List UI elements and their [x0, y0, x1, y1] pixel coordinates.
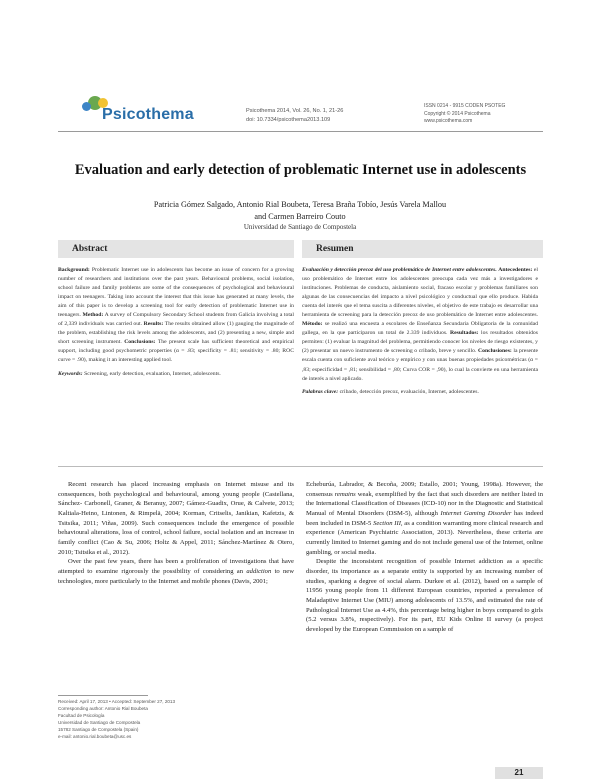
keywords-text: Screening, early detection, evaluation, Internet, adolescents. [84, 370, 221, 377]
footnote-rule [58, 695, 148, 696]
antecedentes-label: Antecedentes: [498, 267, 533, 273]
conclusions-label: Conclusions: [124, 339, 156, 346]
palabras-clave-text: cribado, detección precoz, evaluación, Internet, adolescentes. [339, 388, 479, 395]
body-left-column [58, 480, 294, 586]
address-line: 15782 Santiago de Compostela (Spain) [58, 727, 139, 733]
body-paragraph: Recent research has placed increasing emphasis on Internet misuse and its consequences, both psychological and behavioural, among young people (Castellana, Sánchez- Carbonell, Graner, & Beranuy, 2007; Gámez-Guadix, Orue, & Calvete, 2013; Kaltiala-Heino, Lintonen, & Rimpelä, 2004; Korman, Critselis, Janikian, Kafetzis, & Tsitsika, 2011; Viñas, 2009). Such consequences include the emergence of possible behavioural alterations, loss of control, school failure, social isolation and an increase in family conflict (Cao & Su, 2006; Holtz & Appel, 2011; Sánchez-Martínez & Otero, 2010; Tsitsika et al., 2012). [58, 481, 294, 556]
faculty-line: Facultad de Psicología [58, 713, 105, 719]
website-line: www.psicothema.com [424, 118, 473, 125]
results-label: Results: [143, 321, 164, 328]
metodo-text: se realizó una encuesta a escolares de Enseñanza Secundaria Obligatoria de la comunidad gallega, en la que participaron un total de 2.339 individuos. [302, 321, 539, 337]
authors-line-1: Patricia Gómez Salgado, Antonio Rial Boubeta, Teresa Braña Tobío, Jesús Varela Mallou [153, 200, 447, 209]
metodo-label: Método: [302, 321, 323, 328]
conclusions-text: The present scale has sufficient theoretical and empirical support, including good psychometric properties (α = .83; specificity = .81; sensitivity = .80; ROC curve = .90), making it an interesting applied tool. [58, 339, 295, 364]
received-line: Received: April 17, 2013 • Accepted: September 27, 2013 [58, 699, 176, 704]
resumen-body [302, 266, 538, 397]
email-line: e-mail: antonio.rial.boubeta@usc.es [58, 734, 132, 740]
journal-citation [246, 107, 343, 125]
journal-logo [58, 96, 208, 136]
doi-line: doi: 10.7334/psicothema2013.109 [246, 117, 331, 123]
body-paragraph: Over the past few years, there has been a proliferation of investigations that have attempted to examine rigorously the possibility of considering an addiction to new technologies, more particularly to the Internet and mobile phones (Davis, 2001; [58, 558, 294, 585]
authors-line-2: and Carmen Barreiro Couto [254, 212, 346, 221]
resumen-title: Evaluación y detección precoz del uso problemático de Internet entre adolescentes. [302, 267, 497, 273]
conclusiones-text: la presente escala cuenta con suficiente aval teórico y empírico y con unas buenas propiedades psicométricas (α = ,83; especificidad = ,81; sensibilidad = ,80; Curva COR = ,90), lo cual la convierte en una herramienta de interés a nivel aplicado. [302, 348, 539, 382]
author-list [130, 199, 470, 223]
antecedentes-text: el uso problemático de Internet entre los adolescentes preocupa cada vez más a investigadores e instituciones. Problemas de conducta, aislamiento social, fracaso escolar y problemas familiares son algunas de las consecuencias del impacto a nivel psicológico y conductual que ello produce. Habida cuenta del interés que el tema suscita a diferentes niveles, el objetivo de este trabajo es desarrollar una herramienta de screening para la detección precoz de uso problemático de Internet entre adolescentes. [302, 267, 539, 319]
abstract-heading: Abstract [58, 240, 294, 258]
university-line: Universidad de Santiago de Compostela [58, 720, 141, 726]
resultados-text: los resultados obtenidos permiten: (1) evaluar la magnitud del problema, permitiendo conocer los niveles de riesgo existentes, y (2) presentar un nuevo instrumento de screening o cribado, breve y sencillo. [302, 330, 538, 355]
body-paragraph: Echeburúa, Labrador, & Becoña, 2009; Estallo, 2001; Young, 1998a). However, the consensus remains weak, exemplified by the fact that such disorders are neither listed in the International Classification of Diseases (ICD-10) nor in the Diagnostic and Statistical Manual of Mental Disorders (DSM-5), although Internet Gaming Disorder has indeed been included in DSM-5 Section III, as a condition warranting more clinical research and experience (American Psychiatric Association, 2013). Nevertheless, these criteria are currently limited to Internet gaming and do not include general use of the Internet, online gambling, or social media. [306, 481, 544, 556]
method-label: Method: [82, 312, 104, 319]
body-paragraph: Despite the inconsistent recognition of possible Internet addiction as a specific disorder, its importance as a separate entity is supported by an increasing number of studies, sparking a degree of social alarm. Durkee et al. (2012), based on a sample of 11956 young people from 11 different European countries, reported a prevalence of Maladaptive Internet Use (MIU) among adolescents of 13.5%, and estimated the rate of Pathological Internet Use as 4.4%, this percentage being higher in boys compared to girls (5.2 versus 3.8%, respectively). For its part, EU Kids Online II survey (a project developed by the European Commission on a sample of [306, 558, 543, 633]
journal-meta [424, 103, 505, 126]
method-text: A survey of Compulsory Secondary School students from Galicia involving a total of 2,339 individuals was carried out. [58, 312, 295, 328]
article-title: Evaluation and early detection of problematic Internet use in adolescents [74, 162, 527, 178]
corresponding-author: Corresponding author: Antonio Rial Boubeta [58, 706, 148, 712]
affiliation: Universidad de Santiago de Compostela [243, 223, 357, 231]
copyright-line: Copyright © 2014 Psicothema [424, 110, 491, 117]
conclusiones-label: Conclusiones: [478, 348, 512, 355]
results-text: The results obtained allow (1) gauging the magnitude of the problem, establishing the risk levels among the adolescents, and (2) presenting a new, simple and short screening instrument. [58, 321, 295, 346]
page-number: 21 [495, 767, 543, 779]
citation-line: Psicothema 2014, Vol. 26, No. 1, 21-26 [246, 108, 344, 114]
abstract-body [58, 266, 294, 379]
issn-line: ISSN 0214 - 9915 CODEN PSOTEG [424, 103, 506, 109]
resumen-heading: Resumen [302, 240, 543, 258]
body-right-column [306, 480, 543, 635]
header-rule [58, 131, 543, 132]
resultados-label: Resultados: [450, 330, 479, 337]
footnote [58, 698, 175, 741]
background-text: Problematic Internet use in adolescents has become an issue of concern for a growing number of researchers and institutions over the past years. Behavioural problems, social isolation, school failure and family problems are some of the consequences of psychological and behavioural impact on teenagers. Taking into account the interest that this issue has generated at many levels, the aim of this paper is to develop a screening tool for early detection of problematic Internet use in teenagers. [58, 267, 295, 319]
background-label: Background: [58, 267, 90, 273]
keywords-label: Keywords: [58, 370, 83, 377]
logo-text: Psicothema [102, 106, 194, 123]
abstract-bottom-rule [58, 466, 543, 467]
palabras-clave-label: Palabras clave: [302, 388, 339, 395]
